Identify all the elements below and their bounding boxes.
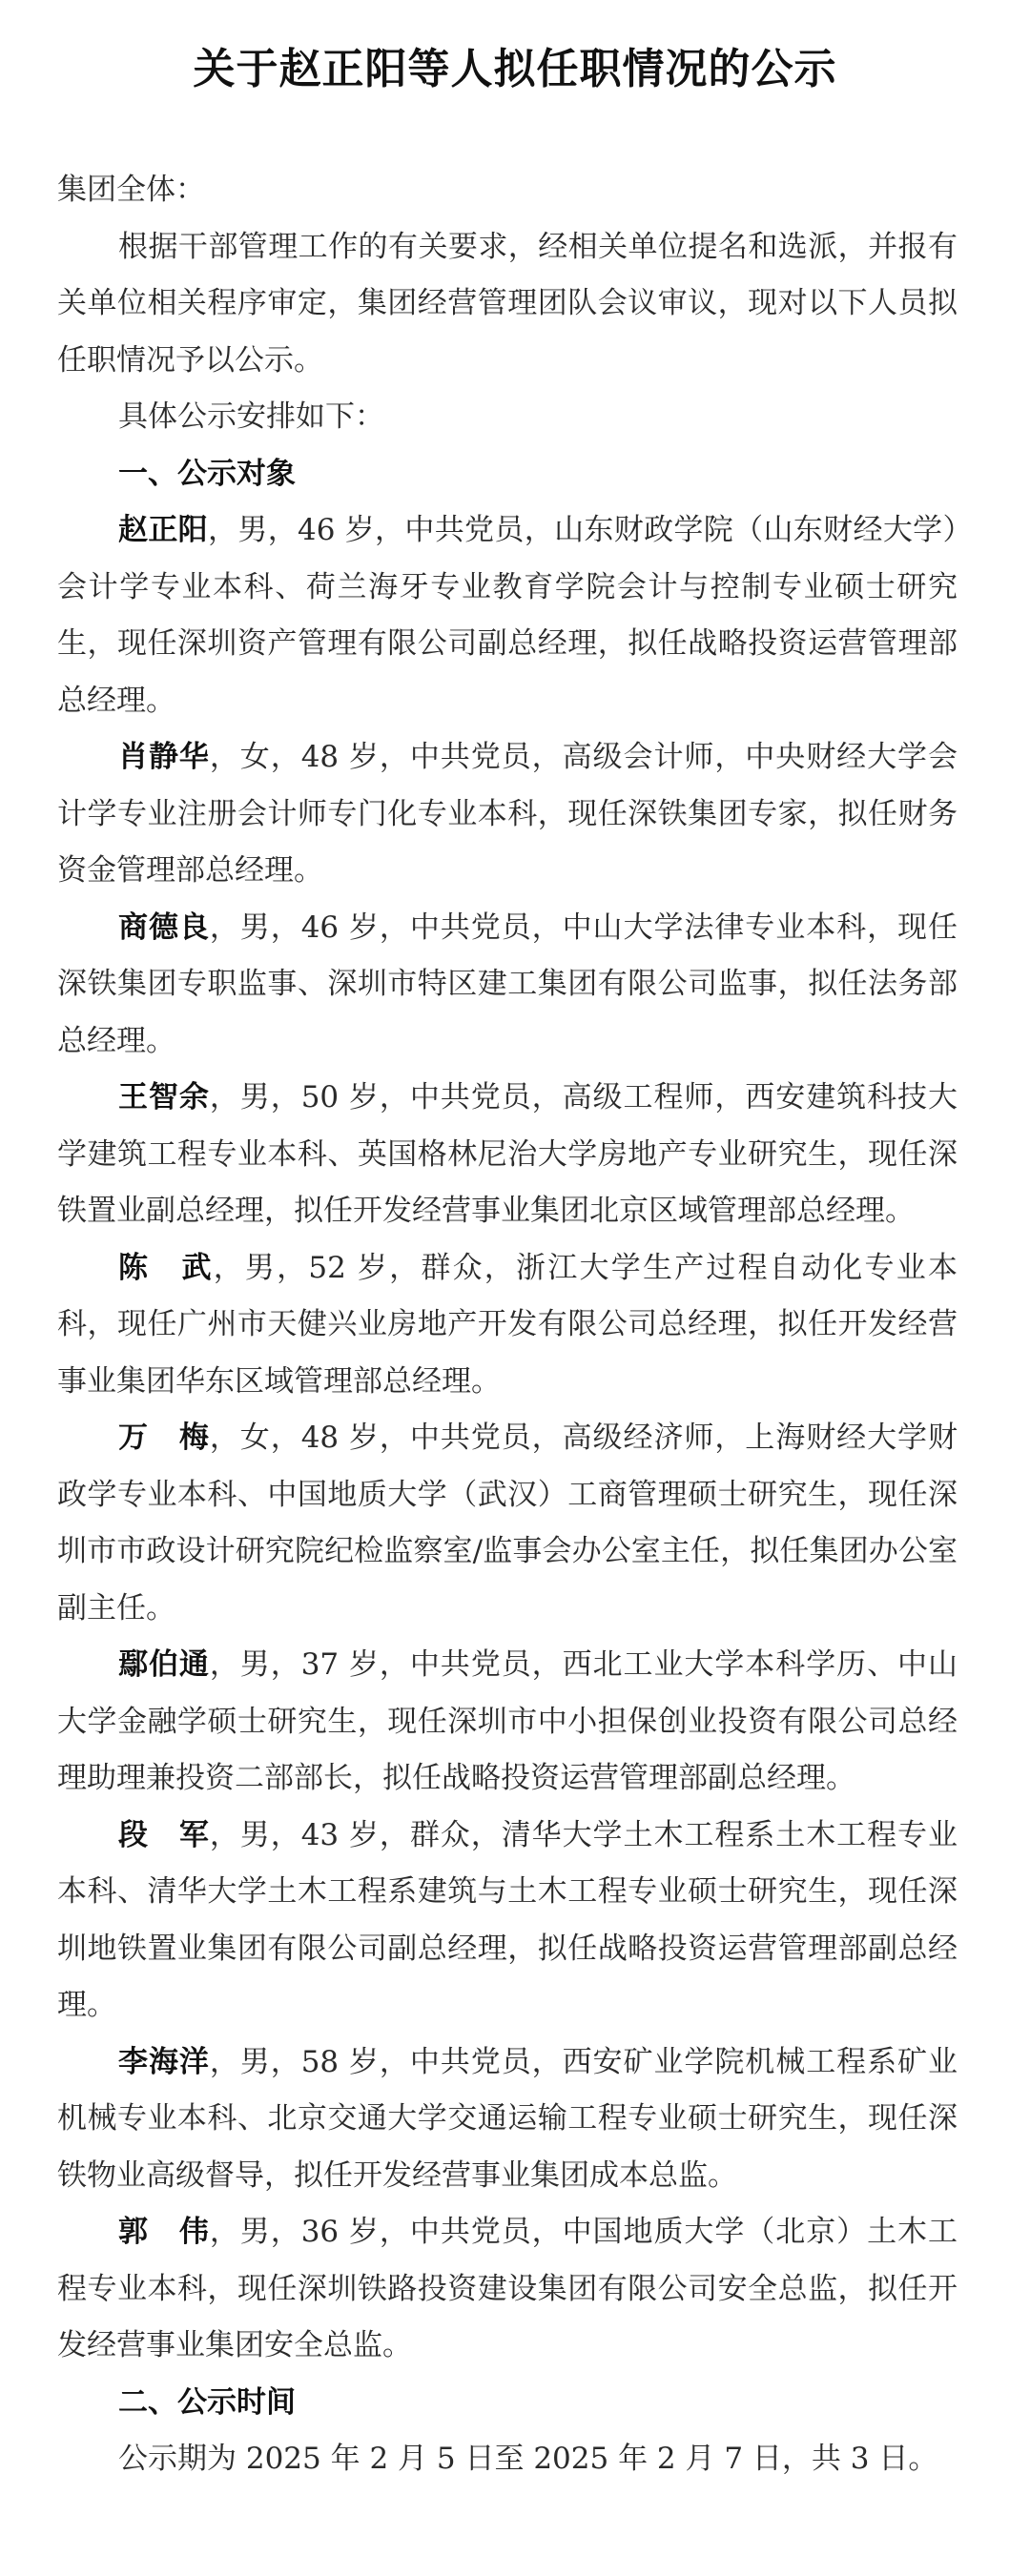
candidate-paragraph [57, 1070, 958, 1240]
candidate-paragraph [57, 502, 958, 729]
candidate-name: 段 军 [118, 1817, 210, 1852]
candidate-paragraph [57, 729, 958, 900]
candidate-name: 肖静华 [118, 740, 210, 774]
document-title: 关于赵正阳等人拟任职情况的公示 [193, 45, 837, 93]
candidate-name: 王智余 [118, 1080, 210, 1114]
candidate-name: 商德良 [118, 910, 210, 945]
candidate-name: 万 梅 [118, 1421, 210, 1455]
arrangement-line: 具体公示安排如下： [118, 399, 384, 434]
candidate-details: ，女，48 岁，中共党员，高级经济师，上海财经大学财政学专业本科、中国地质大学（武汉）工商管理硕士研究生，现任深圳市市政设计研究院纪检监察室/监事会办公室主任，拟任集团办公室副主任。 [57, 1421, 958, 1625]
document-body [57, 162, 958, 2488]
candidate-name: 赵正阳 [118, 513, 209, 547]
candidate-paragraph [57, 2204, 958, 2375]
candidate-details: ，男，36 岁，中共党员，中国地质大学（北京）土木工程专业本科，现任深圳铁路投资建设集团有限公司安全总监，拟任开发经营事业集团安全总监。 [57, 2215, 958, 2362]
candidate-paragraph [57, 1240, 958, 1411]
candidate-details: ，男，52 岁，群众，浙江大学生产过程自动化专业本科，现任广州市天健兴业房地产开发有限公司总经理，拟任开发经营事业集团华东区域管理部总经理。 [57, 1250, 958, 1399]
candidate-paragraph [57, 900, 958, 1071]
candidate-details: ，男，58 岁，中共党员，西安矿业学院机械工程系矿业机械专业本科、北京交通大学交通运输工程专业硕士研究生，现任深铁物业高级督导，拟任开发经营事业集团成本总监。 [57, 2044, 958, 2193]
section-heading-targets: 一、公示对象 [118, 456, 296, 491]
section-heading-period: 二、公示时间 [118, 2384, 296, 2420]
candidate-name: 李海洋 [118, 2044, 210, 2079]
candidate-details: ，女，48 岁，中共党员，高级会计师，中央财经大学会计学专业注册会计师专门化专业本科，现任深铁集团专家，拟任财务资金管理部总经理。 [57, 740, 958, 888]
salutation: 集团全体： [57, 173, 205, 207]
intro-paragraph: 根据干部管理工作的有关要求，经相关单位提名和选派，并报有关单位相关程序审定，集团经营管理团队会议审议，现对以下人员拟任职情况予以公示。 [57, 229, 958, 378]
candidate-paragraph [57, 2034, 958, 2205]
publicity-period: 公示期为 2025 年 2 月 5 日至 2025 年 2 月 7 日，共 3 日。 [118, 2442, 938, 2476]
candidate-details: ，男，50 岁，中共党员，高级工程师，西安建筑科技大学建筑工程专业本科、英国格林尼治大学房地产专业研究生，现任深铁置业副总经理，拟任开发经营事业集团北京区域管理部总经理。 [57, 1080, 958, 1228]
candidate-paragraph [57, 1410, 958, 1637]
candidate-name: 鄢伯通 [118, 1647, 210, 1682]
candidate-details: ，男，46 岁，中共党员，山东财政学院（山东财经大学）会计学专业本科、荷兰海牙专业教育学院会计与控制专业硕士研究生，现任深圳资产管理有限公司副总经理，拟任战略投资运营管理部总经理。 [57, 513, 958, 718]
candidate-paragraph [57, 1808, 958, 2034]
candidate-details: ，男，46 岁，中共党员，中山大学法律专业本科，现任深铁集团专职监事、深圳市特区建工集团有限公司监事，拟任法务部总经理。 [57, 910, 958, 1058]
candidate-paragraph [57, 1637, 958, 1808]
candidate-details: ，男，37 岁，中共党员，西北工业大学本科学历、中山大学金融学硕士研究生，现任深圳市中小担保创业投资有限公司总经理助理兼投资二部部长，拟任战略投资运营管理部副总经理。 [57, 1647, 958, 1795]
candidate-name: 郭 伟 [118, 2215, 210, 2249]
candidate-name: 陈 武 [118, 1250, 214, 1285]
candidate-details: ，男，43 岁，群众，清华大学土木工程系土木工程专业本科、清华大学土木工程系建筑与土木工程专业硕士研究生，现任深圳地铁置业集团有限公司副总经理，拟任战略投资运营管理部副总经理。 [57, 1817, 958, 2022]
